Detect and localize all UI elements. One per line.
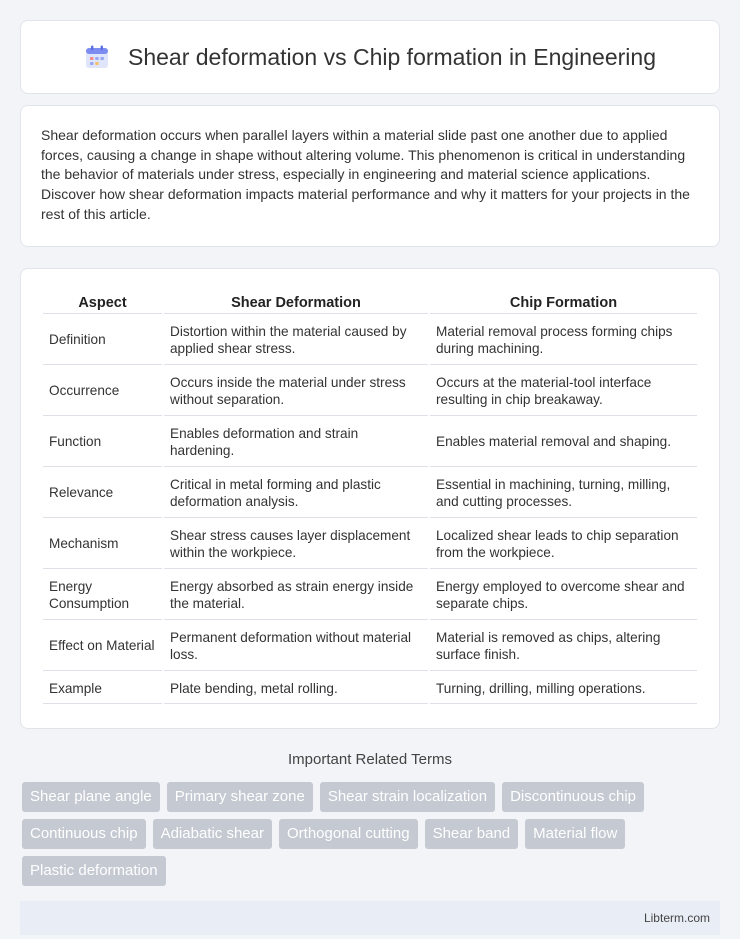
related-term-tag[interactable]: Shear band — [425, 819, 519, 849]
chip-cell: Essential in machining, turning, milling, and cutting processes. — [430, 469, 697, 518]
aspect-cell: Occurrence — [43, 367, 162, 416]
comparison-table-card — [20, 268, 720, 730]
comparison-table — [41, 289, 699, 707]
intro-text: Shear deformation occurs when parallel layers within a material slide past one another due to applied forces, causing a change in shape without altering volume. This phenomenon is critical in understanding the behavior of materials under stress, especially in engineering and material science applications. Discover how shear deformation impacts material performance and why it matters for your projects in the rest of this article. — [41, 127, 690, 222]
shear-cell: Enables deformation and strain hardening. — [164, 418, 428, 467]
aspect-cell: Effect on Material — [43, 622, 162, 671]
related-term-tag[interactable]: Discontinuous chip — [502, 782, 644, 812]
shear-cell: Occurs inside the material under stress without separation. — [164, 367, 428, 416]
aspect-cell: Mechanism — [43, 520, 162, 569]
header-card — [20, 20, 720, 94]
header-shear-deformation: Shear Deformation — [164, 291, 428, 314]
aspect-cell: Energy Consumption — [43, 571, 162, 620]
chip-cell: Material removal process forming chips during machining. — [430, 316, 697, 365]
chip-cell: Turning, drilling, milling operations. — [430, 673, 697, 705]
table-row — [43, 469, 697, 518]
related-term-tag[interactable]: Continuous chip — [22, 819, 146, 849]
chip-cell: Localized shear leads to chip separation from the workpiece. — [430, 520, 697, 569]
intro-card — [20, 105, 720, 247]
shear-cell: Distortion within the material caused by applied shear stress. — [164, 316, 428, 365]
related-term-tag[interactable]: Shear strain localization — [320, 782, 495, 812]
related-term-tag[interactable]: Plastic deformation — [22, 856, 166, 886]
table-row — [43, 316, 697, 365]
table-row — [43, 571, 697, 620]
table-header-row — [43, 291, 697, 314]
chip-cell: Enables material removal and shaping. — [430, 418, 697, 467]
shear-cell: Permanent deformation without material loss. — [164, 622, 428, 671]
related-term-tag[interactable]: Orthogonal cutting — [279, 819, 418, 849]
aspect-cell: Relevance — [43, 469, 162, 518]
related-term-tag[interactable]: Material flow — [525, 819, 625, 849]
table-row — [43, 367, 697, 416]
related-term-tag[interactable]: Primary shear zone — [167, 782, 313, 812]
shear-cell: Energy absorbed as strain energy inside the material. — [164, 571, 428, 620]
shear-cell: Plate bending, metal rolling. — [164, 673, 428, 705]
footer-bar — [20, 901, 720, 935]
page-title: Shear deformation vs Chip formation in Engineering — [127, 43, 656, 70]
aspect-cell: Definition — [43, 316, 162, 365]
aspect-cell: Function — [43, 418, 162, 467]
calendar-icon — [84, 44, 110, 70]
chip-cell: Material is removed as chips, altering surface finish. — [430, 622, 697, 671]
aspect-cell: Example — [43, 673, 162, 705]
table-row — [43, 418, 697, 467]
table-row — [43, 673, 697, 705]
header-aspect: Aspect — [43, 291, 162, 314]
chip-cell: Energy employed to overcome shear and separate chips. — [430, 571, 697, 620]
related-term-tag[interactable]: Adiabatic shear — [153, 819, 272, 849]
table-row — [43, 622, 697, 671]
header-chip-formation: Chip Formation — [430, 291, 697, 314]
shear-cell: Critical in metal forming and plastic deformation analysis. — [164, 469, 428, 518]
related-term-tag[interactable]: Shear plane angle — [22, 782, 160, 812]
table-row — [43, 520, 697, 569]
related-terms-title: Important Related Terms — [288, 751, 452, 769]
footer-brand[interactable]: Libterm.com — [643, 911, 710, 926]
chip-cell: Occurs at the material-tool interface resulting in chip breakaway. — [430, 367, 697, 416]
related-terms-tags — [22, 782, 718, 886]
shear-cell: Shear stress causes layer displacement within the workpiece. — [164, 520, 428, 569]
